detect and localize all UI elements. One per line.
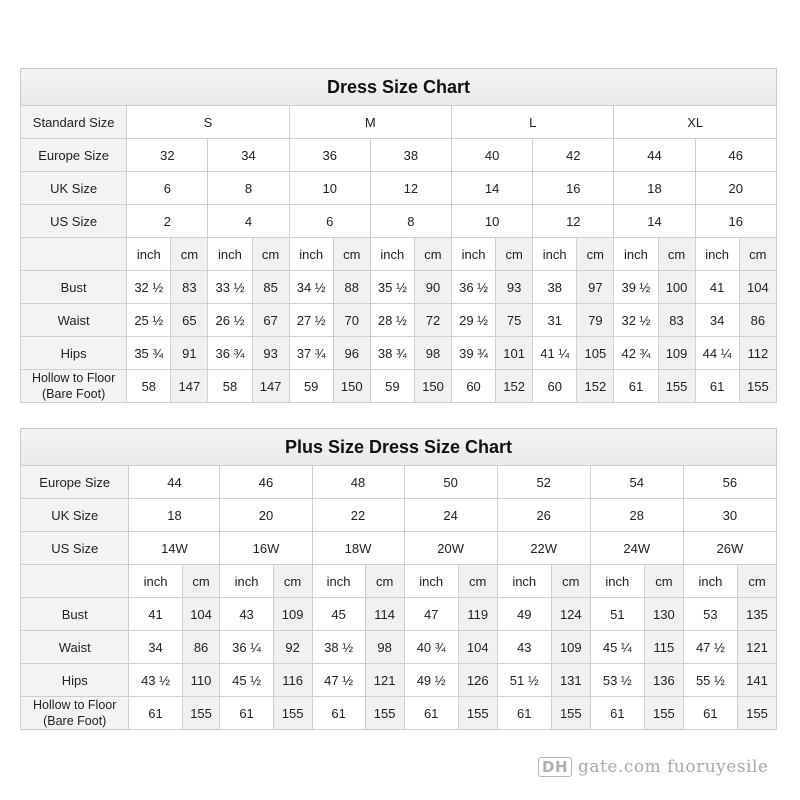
table-cell: 104 [182, 598, 220, 631]
unit-inch: inch [289, 238, 333, 271]
table-cell: 86 [739, 304, 776, 337]
unit-cm: cm [365, 565, 404, 598]
table-cell: 93 [252, 337, 289, 370]
row-label-line1: Hollow to Floor [31, 371, 116, 385]
unit-inch: inch [683, 565, 737, 598]
table-cell: 16W [220, 532, 312, 565]
europe-size-row [21, 139, 777, 172]
unit-inch: inch [312, 565, 365, 598]
table-cell: 105 [577, 337, 614, 370]
table-cell: L [452, 106, 614, 139]
table-cell: 38 ½ [312, 631, 365, 664]
unit-cm: cm [171, 238, 208, 271]
table-cell: 41 [695, 271, 739, 304]
table-cell: 46 [695, 139, 776, 172]
table-cell: 36 ¾ [208, 337, 252, 370]
table-cell: 47 ½ [312, 664, 365, 697]
table-cell: 32 [127, 139, 208, 172]
unit-cm: cm [458, 565, 497, 598]
table-cell: 12 [370, 172, 451, 205]
table-cell: 24W [590, 532, 683, 565]
table-cell: 45 [312, 598, 365, 631]
table-cell: 46 [220, 466, 312, 499]
row-label [21, 370, 127, 403]
table-cell: 79 [577, 304, 614, 337]
table-cell: 49 ½ [404, 664, 458, 697]
table-cell: 55 ½ [683, 664, 737, 697]
unit-inch: inch [533, 238, 577, 271]
table-cell: 47 [404, 598, 458, 631]
table-cell: M [289, 106, 451, 139]
row-label: Bust [21, 271, 127, 304]
table-cell: 35 ¾ [127, 337, 171, 370]
table-cell: 12 [533, 205, 614, 238]
hollow-to-floor-row [21, 370, 777, 403]
table-cell: 96 [333, 337, 370, 370]
unit-cm: cm [273, 565, 312, 598]
row-label: UK Size [21, 499, 129, 532]
table-cell: 61 [312, 697, 365, 730]
units-row [21, 565, 777, 598]
row-label: Bust [21, 598, 129, 631]
table-cell: 147 [252, 370, 289, 403]
table-cell: 22 [312, 499, 404, 532]
unit-inch: inch [404, 565, 458, 598]
table-cell: 18 [614, 172, 695, 205]
row-label-line2: (Bare Foot) [43, 714, 107, 728]
table-cell: 59 [370, 370, 414, 403]
table-cell: 61 [590, 697, 644, 730]
table-cell: 16 [533, 172, 614, 205]
table-cell: 155 [182, 697, 220, 730]
table-cell: 44 [614, 139, 695, 172]
table-cell: 101 [496, 337, 533, 370]
table-cell: 61 [220, 697, 273, 730]
table-cell: 119 [458, 598, 497, 631]
unit-inch: inch [370, 238, 414, 271]
hollow-to-floor-row [21, 697, 777, 730]
table-cell: 34 [208, 139, 289, 172]
unit-cm: cm [414, 238, 451, 271]
table-cell: 155 [273, 697, 312, 730]
table-cell: 40 ¾ [404, 631, 458, 664]
unit-inch: inch [497, 565, 551, 598]
table-cell: 4 [208, 205, 289, 238]
bust-row [21, 598, 777, 631]
table-cell: 22W [497, 532, 590, 565]
table-cell: 39 ¾ [452, 337, 496, 370]
table-cell: 28 [590, 499, 683, 532]
row-label: Hips [21, 664, 129, 697]
table-cell: 14W [129, 532, 220, 565]
us-size-row [21, 532, 777, 565]
plus-size-table [20, 465, 777, 730]
table-cell: 51 [590, 598, 644, 631]
table-cell: 58 [127, 370, 171, 403]
dress-size-chart-title: Dress Size Chart [20, 68, 777, 105]
table-cell: 38 [533, 271, 577, 304]
table-cell: 67 [252, 304, 289, 337]
dress-size-chart [20, 68, 777, 408]
table-cell: 85 [252, 271, 289, 304]
table-cell: 47 ½ [683, 631, 737, 664]
table-cell: 121 [365, 664, 404, 697]
waist-row [21, 631, 777, 664]
table-cell: 31 [533, 304, 577, 337]
row-label: Europe Size [21, 466, 129, 499]
table-cell: 52 [497, 466, 590, 499]
table-cell: 60 [452, 370, 496, 403]
row-label-empty [21, 565, 129, 598]
unit-inch: inch [695, 238, 739, 271]
table-cell: 136 [644, 664, 683, 697]
table-cell: 34 [129, 631, 182, 664]
table-cell: 155 [644, 697, 683, 730]
table-cell: 72 [414, 304, 451, 337]
table-cell: 124 [551, 598, 590, 631]
table-cell: 53 ½ [590, 664, 644, 697]
table-cell: 61 [695, 370, 739, 403]
table-cell: 20 [695, 172, 776, 205]
table-cell: 2 [127, 205, 208, 238]
table-cell: 147 [171, 370, 208, 403]
table-cell: 18W [312, 532, 404, 565]
table-cell: 104 [458, 631, 497, 664]
table-cell: 115 [644, 631, 683, 664]
table-cell: 110 [182, 664, 220, 697]
table-cell: 32 ½ [127, 271, 171, 304]
table-cell: 150 [414, 370, 451, 403]
table-cell: 24 [404, 499, 497, 532]
table-cell: 10 [452, 205, 533, 238]
row-label: UK Size [21, 172, 127, 205]
table-cell: 36 [289, 139, 370, 172]
table-cell: 126 [458, 664, 497, 697]
table-cell: 20W [404, 532, 497, 565]
table-cell: 155 [551, 697, 590, 730]
table-cell: 135 [738, 598, 777, 631]
table-cell: 91 [171, 337, 208, 370]
table-cell: 40 [452, 139, 533, 172]
table-cell: 8 [370, 205, 451, 238]
table-cell: 61 [404, 697, 458, 730]
row-label: US Size [21, 205, 127, 238]
table-cell: 8 [208, 172, 289, 205]
table-cell: 10 [289, 172, 370, 205]
table-cell: 34 [695, 304, 739, 337]
row-label [21, 697, 129, 730]
table-cell: 26 ½ [208, 304, 252, 337]
table-cell: 48 [312, 466, 404, 499]
standard-size-row [21, 106, 777, 139]
hips-row [21, 664, 777, 697]
table-cell: 49 [497, 598, 551, 631]
table-cell: 61 [129, 697, 182, 730]
table-cell: 155 [658, 370, 695, 403]
table-cell: 121 [738, 631, 777, 664]
table-cell: 35 ½ [370, 271, 414, 304]
table-cell: 51 ½ [497, 664, 551, 697]
row-label: US Size [21, 532, 129, 565]
table-cell: 45 ¼ [590, 631, 644, 664]
unit-inch: inch [452, 238, 496, 271]
table-cell: 61 [497, 697, 551, 730]
row-label: Hips [21, 337, 127, 370]
table-cell: 6 [127, 172, 208, 205]
table-cell: 27 ½ [289, 304, 333, 337]
table-cell: 109 [551, 631, 590, 664]
table-cell: 56 [683, 466, 776, 499]
table-cell: 65 [171, 304, 208, 337]
unit-inch: inch [127, 238, 171, 271]
table-cell: 44 ¼ [695, 337, 739, 370]
table-cell: 37 ¾ [289, 337, 333, 370]
unit-cm: cm [496, 238, 533, 271]
table-cell: 70 [333, 304, 370, 337]
row-label: Waist [21, 631, 129, 664]
table-cell: 109 [273, 598, 312, 631]
table-cell: 60 [533, 370, 577, 403]
table-cell: 50 [404, 466, 497, 499]
table-cell: 38 ¾ [370, 337, 414, 370]
table-cell: 18 [129, 499, 220, 532]
table-cell: 75 [496, 304, 533, 337]
unit-cm: cm [252, 238, 289, 271]
table-cell: 83 [658, 304, 695, 337]
row-label-line1: Hollow to Floor [33, 698, 117, 712]
units-row [21, 238, 777, 271]
table-cell: 112 [739, 337, 776, 370]
table-cell: 26 [497, 499, 590, 532]
uk-size-row [21, 499, 777, 532]
unit-inch: inch [590, 565, 644, 598]
table-cell: 130 [644, 598, 683, 631]
bust-row [21, 271, 777, 304]
table-cell: 32 ½ [614, 304, 658, 337]
table-cell: 97 [577, 271, 614, 304]
table-cell: 98 [365, 631, 404, 664]
unit-inch: inch [208, 238, 252, 271]
plus-size-chart-title: Plus Size Dress Size Chart [20, 428, 777, 465]
table-cell: 155 [458, 697, 497, 730]
table-cell: 100 [658, 271, 695, 304]
table-cell: 39 ½ [614, 271, 658, 304]
table-cell: 58 [208, 370, 252, 403]
unit-cm: cm [182, 565, 220, 598]
table-cell: 90 [414, 271, 451, 304]
row-label: Standard Size [21, 106, 127, 139]
unit-cm: cm [738, 565, 777, 598]
table-cell: 152 [496, 370, 533, 403]
table-cell: 30 [683, 499, 776, 532]
table-cell: 41 ¼ [533, 337, 577, 370]
table-cell: 86 [182, 631, 220, 664]
table-cell: 109 [658, 337, 695, 370]
table-cell: 53 [683, 598, 737, 631]
table-cell: 92 [273, 631, 312, 664]
table-cell: 98 [414, 337, 451, 370]
unit-cm: cm [644, 565, 683, 598]
europe-size-row [21, 466, 777, 499]
table-cell: 14 [452, 172, 533, 205]
table-cell: 88 [333, 271, 370, 304]
row-label: Europe Size [21, 139, 127, 172]
table-cell: 42 ¾ [614, 337, 658, 370]
us-size-row [21, 205, 777, 238]
table-cell: 16 [695, 205, 776, 238]
table-cell: 44 [129, 466, 220, 499]
watermark-text: gate.com fuoruyesile [578, 757, 769, 777]
table-cell: 43 [497, 631, 551, 664]
unit-inch: inch [129, 565, 182, 598]
table-cell: 43 [220, 598, 273, 631]
table-cell: 34 ½ [289, 271, 333, 304]
table-cell: 59 [289, 370, 333, 403]
table-cell: S [127, 106, 289, 139]
table-cell: 43 ½ [129, 664, 182, 697]
table-cell: 20 [220, 499, 312, 532]
table-cell: 114 [365, 598, 404, 631]
table-cell: 141 [738, 664, 777, 697]
table-cell: 150 [333, 370, 370, 403]
row-label-empty [21, 238, 127, 271]
table-cell: XL [614, 106, 777, 139]
unit-cm: cm [551, 565, 590, 598]
unit-inch: inch [614, 238, 658, 271]
table-cell: 33 ½ [208, 271, 252, 304]
table-cell: 6 [289, 205, 370, 238]
table-cell: 61 [614, 370, 658, 403]
unit-cm: cm [577, 238, 614, 271]
table-cell: 152 [577, 370, 614, 403]
waist-row [21, 304, 777, 337]
table-cell: 42 [533, 139, 614, 172]
dress-size-table [20, 105, 777, 403]
table-cell: 14 [614, 205, 695, 238]
table-cell: 93 [496, 271, 533, 304]
unit-cm: cm [658, 238, 695, 271]
table-cell: 155 [738, 697, 777, 730]
unit-cm: cm [333, 238, 370, 271]
row-label: Waist [21, 304, 127, 337]
plus-size-chart [20, 428, 777, 734]
table-cell: 45 ½ [220, 664, 273, 697]
table-cell: 25 ½ [127, 304, 171, 337]
table-cell: 36 ¼ [220, 631, 273, 664]
table-cell: 54 [590, 466, 683, 499]
table-cell: 29 ½ [452, 304, 496, 337]
table-cell: 104 [739, 271, 776, 304]
table-cell: 36 ½ [452, 271, 496, 304]
table-cell: 83 [171, 271, 208, 304]
table-cell: 116 [273, 664, 312, 697]
dhgate-logo-icon: DH [538, 757, 572, 777]
uk-size-row [21, 172, 777, 205]
row-label-line2: (Bare Foot) [42, 387, 106, 401]
unit-inch: inch [220, 565, 273, 598]
table-cell: 26W [683, 532, 776, 565]
table-cell: 155 [739, 370, 776, 403]
table-cell: 41 [129, 598, 182, 631]
hips-row [21, 337, 777, 370]
table-cell: 38 [370, 139, 451, 172]
unit-cm: cm [739, 238, 776, 271]
table-cell: 131 [551, 664, 590, 697]
table-cell: 28 ½ [370, 304, 414, 337]
table-cell: 155 [365, 697, 404, 730]
watermark [538, 757, 798, 783]
table-cell: 61 [683, 697, 737, 730]
